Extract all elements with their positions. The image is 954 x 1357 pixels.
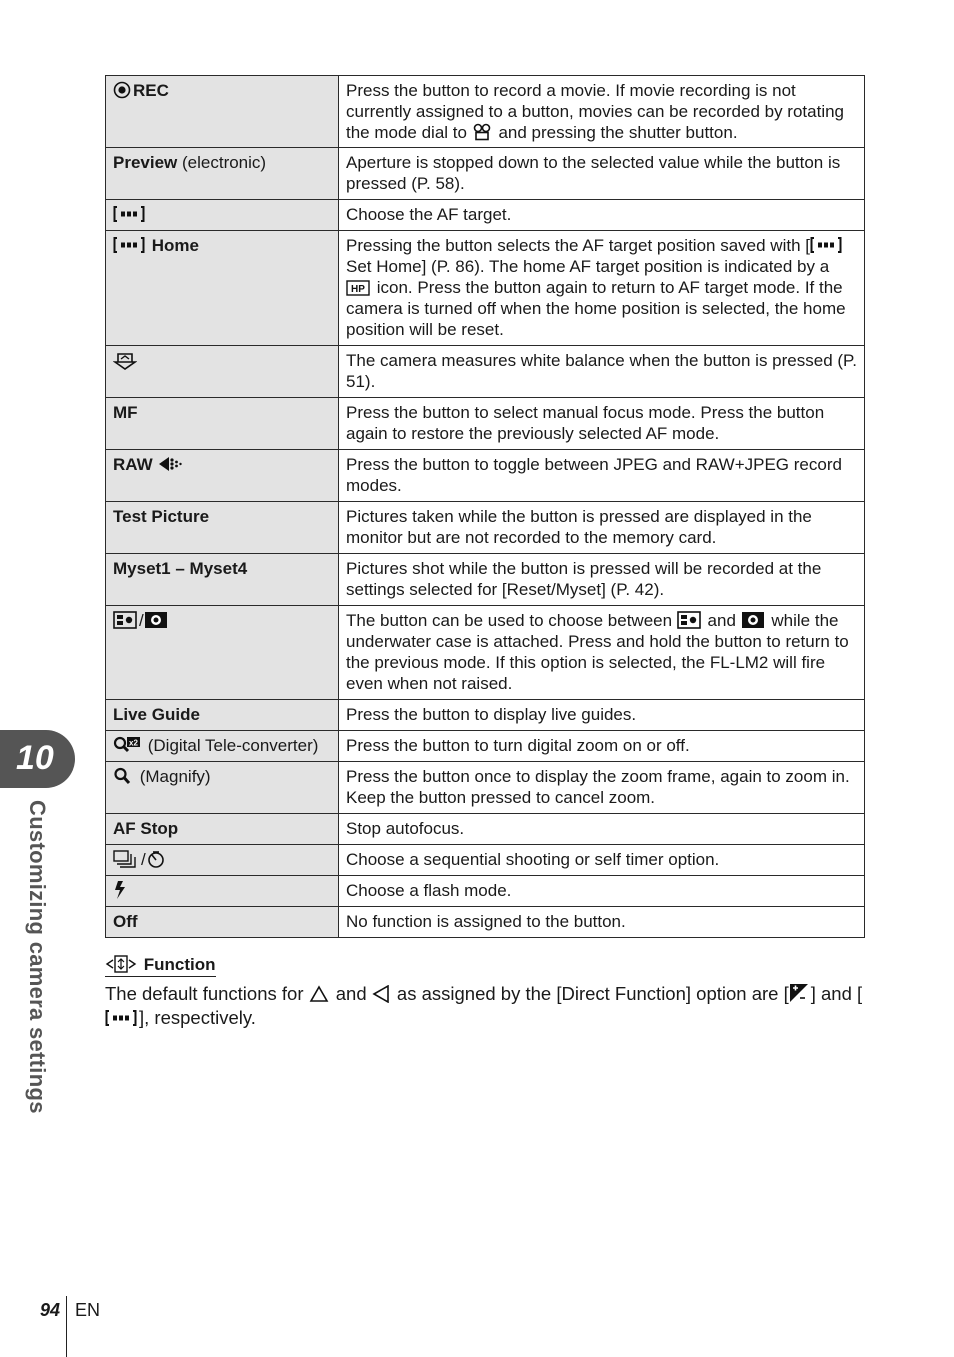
value-cell (339, 76, 865, 148)
value-cell (339, 450, 865, 502)
table-row (106, 231, 865, 346)
value-text: Pictures taken while the button is pressed are displayed in the monitor but are not recorded to the memory card. (346, 507, 812, 547)
value-text: No function is assigned to the button. (346, 912, 626, 931)
table-row (106, 502, 865, 554)
table-row (106, 700, 865, 731)
note-text: ], respectively. (139, 1007, 256, 1028)
table-row (106, 606, 865, 700)
note-text: ] and [ (810, 983, 863, 1004)
value-cell (339, 876, 865, 907)
button-function-table (105, 75, 865, 938)
chapter-number: 10 (16, 739, 54, 777)
key-cell (106, 814, 339, 845)
key-cell (106, 907, 339, 938)
value-cell (339, 398, 865, 450)
page-number-text: 94 (40, 1300, 61, 1320)
value-text: Press the button to toggle between JPEG and RAW+JPEG record modes. (346, 455, 842, 495)
key-label: Myset1 – Myset4 (113, 559, 248, 578)
key-cell: / (106, 845, 339, 876)
key-cell (106, 731, 339, 762)
function-note (105, 955, 865, 1030)
value-text: Press the button once to display the zoom frame, again to zoom in. Keep the button pressed to cancel zoom. (346, 767, 850, 807)
note-heading (105, 955, 216, 977)
key-cell: / (106, 606, 339, 700)
up-arrow-icon (309, 985, 329, 1003)
table-row (106, 398, 865, 450)
function-icon (105, 955, 137, 973)
table-row (106, 731, 865, 762)
key-cell (106, 554, 339, 606)
value-text: The button can be used to choose between (346, 611, 673, 630)
page-number (40, 1300, 60, 1321)
table-row (106, 907, 865, 938)
value-cell (339, 762, 865, 814)
value-cell (339, 907, 865, 938)
value-text: Press the button to record a movie. If movie recording is not currently assigned to a button, movies can be recorded by rotating the mode dial to (346, 81, 845, 142)
chapter-label (23, 800, 53, 1130)
key-cell (106, 762, 339, 814)
value-cell (339, 346, 865, 398)
value-text: and pressing the shutter button. (498, 123, 738, 142)
value-text: Aperture is stopped down to the selected value while the button is pressed (P. 58). (346, 153, 841, 193)
key-cell (106, 398, 339, 450)
table-row (106, 450, 865, 502)
raw-quality-icon (157, 455, 183, 473)
af-target-icon (105, 1009, 137, 1027)
value-cell (339, 606, 865, 700)
value-text: while the underwater case is attached. Press and hold the button to return to the previous mode. If this option is selected, the FL-LM2 will fire even when not raised. (346, 611, 849, 693)
table-row (106, 148, 865, 200)
value-cell (339, 814, 865, 845)
value-cell (339, 231, 865, 346)
table-row (106, 762, 865, 814)
key-label: RAW (113, 455, 153, 474)
key-sublabel: (Magnify) (139, 767, 211, 786)
note-text: and (335, 983, 367, 1004)
key-cell (106, 76, 339, 148)
underwater-wide-icon (113, 611, 137, 629)
chapter-title: Customizing camera settings (25, 800, 50, 1114)
table-row (106, 76, 865, 148)
key-cell (106, 148, 339, 200)
chapter-tab (0, 730, 75, 788)
value-text: Choose a flash mode. (346, 881, 512, 900)
one-touch-wb-icon (113, 350, 137, 370)
value-text: Set Home] (P. 86). The home AF target position is indicated by a (346, 257, 830, 276)
value-text: icon. Press the button again to return to AF target mode. If the camera is turned off when the home position is selected, the home position will be reset. (346, 278, 846, 339)
value-cell (339, 731, 865, 762)
underwater-macro-icon (741, 611, 765, 629)
svg-text:HP: HP (351, 284, 365, 295)
key-cell (106, 200, 339, 231)
value-text: Press the button to display live guides. (346, 705, 637, 724)
af-target-icon (810, 236, 842, 254)
digital-tele-icon (113, 736, 141, 754)
left-arrow-icon (372, 985, 390, 1003)
magnify-icon (113, 767, 133, 785)
table-row (106, 876, 865, 907)
table-row (106, 845, 865, 876)
key-cell (106, 231, 339, 346)
value-text: The camera measures white balance when the button is pressed (P. 51). (346, 351, 857, 391)
value-cell (339, 148, 865, 200)
key-cell (106, 502, 339, 554)
key-cell (106, 876, 339, 907)
note-title: Function (143, 955, 216, 974)
af-target-icon (113, 236, 145, 254)
value-text: and (707, 611, 736, 630)
footer-divider (66, 1296, 67, 1357)
key-sublabel: (electronic) (182, 153, 267, 172)
self-timer-icon (146, 850, 166, 868)
key-cell (106, 450, 339, 502)
key-cell (106, 346, 339, 398)
key-cell (106, 700, 339, 731)
note-body (105, 982, 865, 1030)
value-text: Press the button to select manual focus mode. Press the button again to restore the previously selected AF mode. (346, 403, 825, 443)
flash-icon (113, 880, 127, 900)
key-sublabel: (Digital Tele-converter) (147, 736, 319, 755)
key-label: Off (113, 912, 138, 931)
value-text: Pictures shot while the button is pressed will be recorded at the settings selected for [Reset/Myset] (P. 42). (346, 559, 822, 599)
value-cell (339, 554, 865, 606)
key-label: MF (113, 403, 138, 422)
value-text: Choose a sequential shooting or self timer option. (346, 850, 720, 869)
underwater-macro-icon (144, 611, 168, 629)
value-text: Choose the AF target. (346, 205, 512, 224)
table-row (106, 814, 865, 845)
table-row (106, 554, 865, 606)
language-label: EN (75, 1300, 101, 1320)
key-label: REC (133, 81, 169, 100)
table-row (106, 346, 865, 398)
key-label: Test Picture (113, 507, 210, 526)
note-text: as assigned by the [Direct Function] option are [ (396, 983, 789, 1004)
sequential-shooting-icon (113, 850, 139, 868)
key-label: AF Stop (113, 819, 179, 838)
af-target-icon (113, 205, 145, 223)
key-label: Live Guide (113, 705, 200, 724)
note-text: The default functions for (105, 983, 304, 1004)
value-cell (339, 502, 865, 554)
underwater-wide-icon (677, 611, 701, 629)
exposure-comp-icon (789, 983, 809, 1003)
value-cell (339, 845, 865, 876)
key-label: Preview (113, 153, 178, 172)
movie-mode-icon (472, 123, 492, 141)
value-cell (339, 700, 865, 731)
value-text: Pressing the button selects the AF target position saved with [ (346, 236, 810, 255)
movie-rec-icon (113, 81, 131, 99)
home-position-icon (346, 280, 370, 296)
table-row (106, 200, 865, 231)
value-text: Stop autofocus. (346, 819, 465, 838)
key-label: Home (151, 236, 199, 255)
value-text: Press the button to turn digital zoom on or off. (346, 736, 690, 755)
svg-text:x2: x2 (129, 738, 138, 748)
value-cell (339, 200, 865, 231)
